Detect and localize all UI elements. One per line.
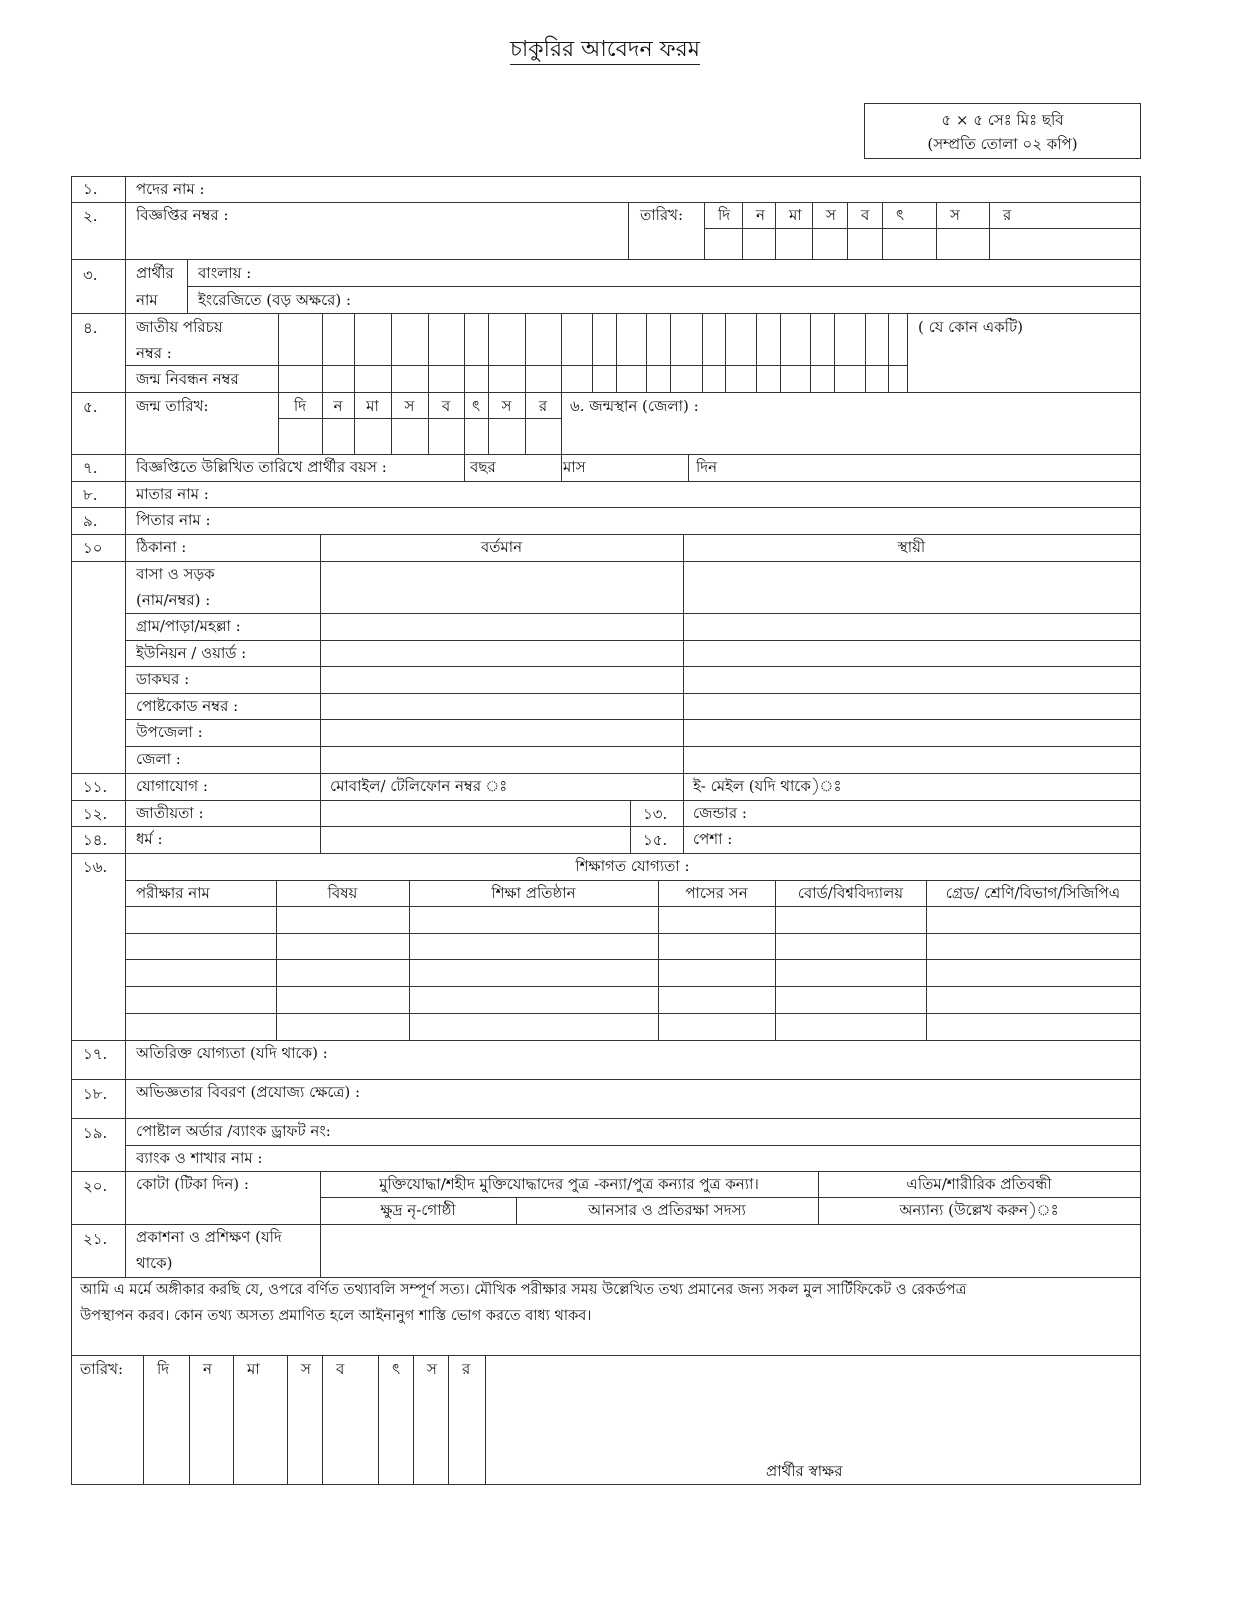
date-letter: ন [333, 397, 343, 415]
applicant-label: প্রার্থীর [136, 264, 174, 282]
photo-size-text: ৫ × ৫ সেঃ মিঃ ছবি [941, 111, 1064, 129]
row-number: ২০. [83, 1177, 108, 1195]
footer-date-label: তারিখ: [80, 1360, 124, 1378]
grid-line [320, 1224, 321, 1277]
grid-line [189, 1355, 190, 1484]
grid-line [561, 392, 562, 454]
post-office-label: ডাকঘর : [136, 670, 190, 688]
address-label: ঠিকানা : [136, 538, 187, 556]
grid-line [71, 1118, 1140, 1119]
date-letter: ন [756, 206, 765, 224]
grid-line [71, 1484, 1140, 1485]
father-name-field[interactable] [230, 509, 1130, 531]
form-title: চাকুরির আবেদন ফরম [0, 32, 1210, 69]
quota-label: কোটা (টিকা দিন) : [136, 1175, 249, 1193]
date-letter: মা [247, 1360, 260, 1378]
quota-other[interactable]: অন্যান্য (উল্লেখ করুন)ঃ [899, 1201, 1059, 1219]
date-letter: স [826, 206, 836, 224]
birthplace-field[interactable] [570, 420, 1130, 452]
phone-label: মোবাইল/ টেলিফোন নম্বর ঃ [330, 777, 508, 795]
row-number: ১. [83, 180, 98, 198]
additional-qualification-label: অতিরিক্ত যোগ্যতা (যদি থাকে) : [136, 1044, 328, 1062]
permanent-address-header: স্থায়ী [897, 538, 926, 556]
grid-line [683, 800, 684, 853]
row-number: ১০ [83, 539, 103, 557]
grid-line [71, 176, 1140, 177]
date-letter: স [427, 1360, 437, 1378]
house-road-label-2: (নাম/নম্বর) : [136, 591, 211, 609]
birth-reg-label: জন্ম নিবন্ধন নম্বর [136, 370, 239, 388]
grid-line [125, 906, 1140, 907]
date-letter: ৎ [471, 397, 481, 415]
grid-line [464, 454, 465, 481]
grid-line [320, 534, 321, 800]
mother-name-field[interactable] [230, 483, 1130, 505]
col-grade: গ্রেড/ শ্রেণি/বিভাগ/সিজিপিএ [945, 884, 1121, 902]
mother-name-label: মাতার নাম : [136, 485, 209, 503]
birth-date-boxes[interactable] [278, 419, 561, 453]
date-letter: দি [157, 1360, 170, 1378]
date-letter: ৎ [392, 1360, 401, 1378]
age-day-label: দিন [696, 458, 718, 476]
date-letter: মা [366, 397, 379, 415]
grid-line [71, 800, 1140, 801]
row-number: ১২. [83, 805, 108, 823]
grid-line [287, 1355, 288, 1484]
name-english-field[interactable] [380, 289, 1130, 311]
grid-line [125, 1145, 1140, 1146]
nid-number-label: নম্বর : [136, 344, 172, 362]
grid-line [71, 259, 1140, 260]
grid-line [1140, 176, 1141, 1485]
occupation-label: পেশা : [693, 830, 733, 848]
grid-line [775, 202, 776, 259]
birth-reg-number-boxes[interactable] [278, 366, 907, 391]
email-label: ই- মেইল (যদি থাকে)ঃ [693, 777, 842, 795]
nid-label: জাতীয় পরিচয় [136, 318, 223, 336]
row-number: ১৩. [643, 805, 668, 823]
grid-line [704, 202, 705, 259]
date-letter: ব [336, 1360, 345, 1378]
grid-line [628, 202, 629, 259]
grid-line [413, 1355, 414, 1484]
quota-ansar[interactable]: আনসার ও প্রতিরক্ষা সদস্য [588, 1201, 746, 1219]
col-exam-name: পরীক্ষার নাম [136, 884, 210, 902]
col-subject: বিষয় [327, 884, 358, 902]
grid-line [322, 1355, 323, 1484]
row-number: ১৮. [83, 1085, 108, 1103]
grid-line [688, 454, 689, 481]
date-letter: ব [441, 397, 451, 415]
date-letter: স [950, 206, 960, 224]
grid-line [125, 176, 126, 1277]
upazila-label: উপজেলা : [136, 723, 203, 741]
row-number: ৩. [83, 266, 98, 284]
quota-ethnic-minority[interactable]: ক্ষুদ্র নৃ-গোষ্ঠী [380, 1201, 456, 1219]
grid-line [71, 1079, 1140, 1080]
postcode-label: পোষ্টকোড নম্বর : [136, 697, 239, 715]
row-number: ১৬. [83, 858, 108, 876]
grid-line [71, 1040, 1140, 1041]
name-english-label: ইংরেজিতে (বড় অক্ষরে) : [198, 291, 352, 309]
grid-line [71, 1277, 1140, 1278]
name-bangla-label: বাংলায় : [198, 264, 252, 282]
col-passing-year: পাসের সন [685, 884, 748, 902]
row-number: ১৫. [643, 831, 668, 849]
nationality-label: জাতীয়তা : [136, 804, 204, 822]
grid-line [71, 392, 1140, 393]
present-address-fields[interactable] [322, 563, 682, 771]
grid-line [320, 1197, 1140, 1198]
row-number: ২১. [83, 1230, 108, 1248]
grid-line [143, 1355, 144, 1484]
date-letter: র [462, 1360, 471, 1378]
publication-field[interactable] [322, 1226, 1138, 1275]
publication-label: প্রকাশনা ও প্রশিক্ষণ (যদি [136, 1228, 282, 1246]
date-letter: র [1003, 206, 1012, 224]
name-label: নাম [136, 291, 158, 309]
declaration-line-1: আমি এ মর্মে অঙ্গীকার করছি যে, ওপরে বর্ণিত তথ্যাবলি সম্পূর্ণ সত্য। মৌখিক পরীক্ষার সময় উল্লেখিত তথ্য প্রমানের জন্য সকল মুল সার্টিফিকেট ও রেকর্ডপত্র [80, 1282, 967, 1298]
bank-branch-label: ব্যাংক ও শাখার নাম : [136, 1149, 263, 1167]
row-number: ১৭. [83, 1045, 108, 1063]
grid-line [71, 534, 1140, 535]
grid-line [71, 561, 1140, 562]
grid-line [936, 202, 937, 259]
any-one-note: ( যে কোন একটি) [918, 318, 1023, 336]
experience-label: অভিজ্ঞতার বিবরণ (প্রযোজ্য ক্ষেত্রে) : [136, 1083, 361, 1101]
grid-line [71, 853, 1140, 854]
row-number: ১৯. [83, 1124, 108, 1142]
contact-label: যোগাযোগ : [136, 777, 208, 795]
post-name-field[interactable] [240, 178, 1130, 200]
post-name-label: পদের নাম : [136, 180, 205, 198]
grid-line [847, 202, 848, 259]
grid-line [125, 880, 1140, 881]
age-month-label: মাস [563, 458, 586, 476]
grid-line [233, 1355, 234, 1484]
row-number: ২. [83, 207, 98, 225]
grid-line [812, 202, 813, 259]
circular-number-label: বিজ্ঞপ্তির নম্বর : [136, 206, 229, 224]
birth-date-label: জন্ম তারিখ: [136, 397, 209, 415]
grid-line [71, 176, 72, 1485]
grid-line [742, 202, 743, 259]
row-number: ১৪. [83, 831, 108, 849]
circular-date-label: তারিখ: [640, 206, 684, 224]
photo-note-text: (সম্প্রতি তোলা ০২ কপি) [927, 135, 1078, 153]
nid-number-boxes[interactable] [278, 314, 907, 364]
row-number: ৭. [83, 459, 98, 477]
house-road-label: বাসা ও সড়ক [136, 565, 215, 583]
district-label: জেলা : [136, 750, 181, 768]
photo-box[interactable] [864, 103, 1141, 159]
grid-line [683, 534, 684, 800]
row-number: ৫. [83, 398, 98, 416]
row-number: ১১. [83, 778, 108, 796]
grid-line [907, 313, 908, 392]
nationality-field[interactable] [322, 802, 628, 824]
father-name-label: পিতার নাম : [136, 511, 211, 529]
date-letter: দি [718, 206, 731, 224]
col-institution: শিক্ষা প্রতিষ্ঠান [491, 884, 576, 902]
quota-orphan-disabled[interactable]: এতিম/শারীরিক প্রতিবন্ধী [906, 1175, 1052, 1193]
date-letter: মা [789, 206, 802, 224]
col-board: বোর্ড/বিশ্ববিদ্যালয় [797, 884, 904, 902]
date-letter: ৎ [896, 206, 905, 224]
date-letter: দি [293, 397, 307, 415]
date-letter: র [538, 397, 548, 415]
circular-number-field[interactable] [130, 228, 620, 256]
date-letter: ব [861, 206, 870, 224]
grid-line [71, 1171, 1140, 1172]
name-bangla-field[interactable] [270, 262, 1130, 284]
gender-label: জেন্ডার : [693, 804, 747, 822]
row-number: ৮. [83, 486, 98, 504]
grid-line [704, 228, 1140, 229]
grid-line [448, 1355, 449, 1484]
signature-label: প্রার্থীর স্বাক্ষর [766, 1462, 843, 1480]
publication-label-2: থাকে) [136, 1254, 173, 1272]
grid-line [71, 1224, 1140, 1225]
grid-line [989, 202, 990, 259]
permanent-address-fields[interactable] [685, 563, 1138, 771]
grid-line [561, 454, 562, 481]
age-label: বিজ্ঞপ্তিতে উল্লিখিত তারিখে প্রার্থীর বয়স : [136, 458, 387, 476]
date-letter: স [501, 397, 512, 415]
grid-line [71, 481, 1140, 482]
grid-line [320, 800, 321, 853]
grid-line [882, 202, 883, 259]
age-year-label: বছর [470, 458, 496, 476]
birthplace-label: ৬. জন্মস্থান (জেলা) : [570, 397, 699, 415]
quota-freedom-fighter[interactable]: মুক্তিযোদ্ধা/শহীদ মুক্তিযোদ্ধাদের পুত্র -কন্যা/পুত্র কন্যার পুত্র কন্যা। [379, 1175, 759, 1193]
grid-line [71, 826, 1140, 827]
grid-line [630, 800, 631, 853]
row-number: ৯. [83, 512, 98, 530]
grid-line [71, 202, 1140, 203]
date-letter: স [301, 1360, 311, 1378]
grid-line [71, 773, 1140, 774]
union-ward-label: ইউনিয়ন / ওয়ার্ড : [136, 644, 247, 662]
date-letter: ন [203, 1360, 212, 1378]
declaration-line-2: উপস্থাপন করব। কোন তথ্য অসত্য প্রমাণিত হলে আইনানুগ শাস্তি ভোগ করতে বাধ্য থাকব। [80, 1308, 592, 1324]
religion-field[interactable] [322, 828, 628, 850]
present-address-header: বর্তমান [480, 538, 523, 556]
village-label: গ্রাম/পাড়া/মহল্লা : [136, 617, 241, 635]
grid-line [187, 286, 1140, 287]
grid-line [71, 507, 1140, 508]
row-number: ৪. [83, 319, 98, 337]
grid-line [71, 454, 1140, 455]
education-table-body[interactable] [127, 908, 1138, 1038]
grid-line [378, 1355, 379, 1484]
religion-label: ধর্ম : [136, 830, 163, 848]
postal-order-label: পোষ্টাল অর্ডার /ব্যাংক ড্রাফট নং: [136, 1122, 331, 1140]
education-header: শিক্ষাগত যোগ্যতা : [575, 857, 690, 875]
grid-line [71, 1355, 1140, 1356]
date-letter: স [404, 397, 415, 415]
